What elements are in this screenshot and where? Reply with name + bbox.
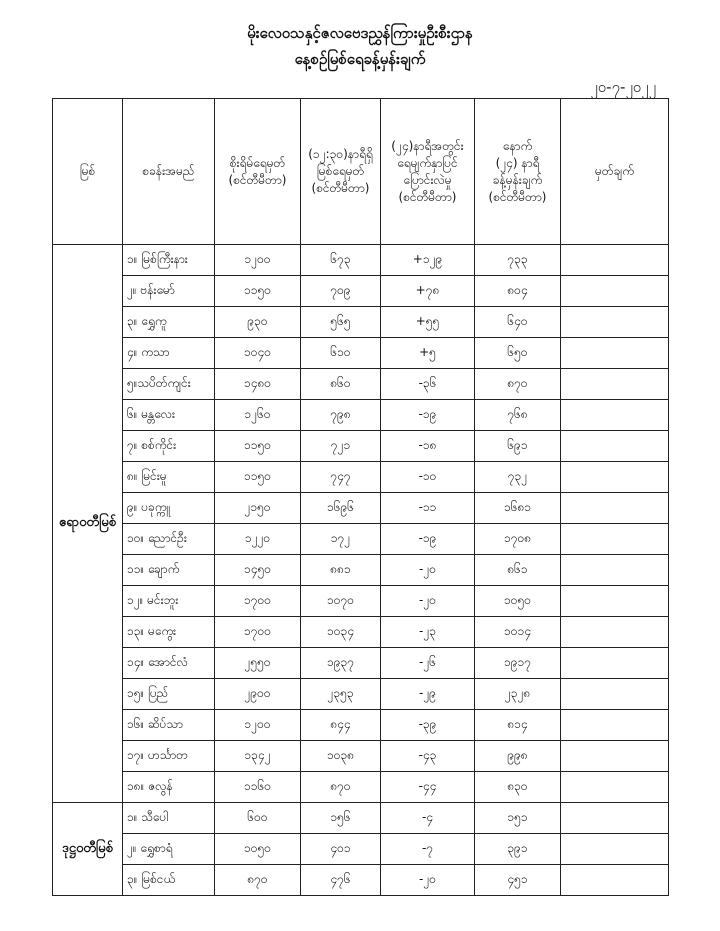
col-danger-level-header [215, 99, 301, 245]
remark-cell [561, 245, 669, 276]
table-row [53, 338, 669, 369]
station-cell: ၃။ ရွှေကူ [123, 307, 215, 338]
remark-cell [561, 493, 669, 524]
remark-cell [561, 307, 669, 338]
forecast-cell: ၁၀၁၄ [475, 617, 561, 648]
forecast-cell: ၇၆၈ [475, 400, 561, 431]
station-cell: ၁။ မြစ်ကြီးနား [123, 245, 215, 276]
forecast-cell: ၁၀၅၀ [475, 586, 561, 617]
remark-cell [561, 555, 669, 586]
header-line: ရေမျက်နှာပြင် [397, 155, 458, 170]
header-line: မြစ် [79, 164, 96, 178]
danger-level-cell: ၂၅၅၀ [215, 648, 301, 679]
danger-level-cell: ၁၁၅၀ [215, 431, 301, 462]
current-level-cell: ၆၁၀ [301, 338, 381, 369]
table-row [53, 648, 669, 679]
station-cell: ၁၇။ ဟင်္သာတ [123, 741, 215, 772]
danger-level-cell: ၁၂၆၀ [215, 400, 301, 431]
remark-cell [561, 431, 669, 462]
header-row [53, 99, 669, 245]
station-cell: ၈။ မြင်းမူ [123, 462, 215, 493]
station-cell: ၁၄။ အောင်လံ [123, 648, 215, 679]
table-row [53, 772, 669, 803]
change-cell: -၃၉ [381, 710, 475, 741]
danger-level-cell: ၁၇၀၀ [215, 586, 301, 617]
table-row [53, 369, 669, 400]
forecast-cell: ၈၁၄ [475, 710, 561, 741]
danger-level-cell: ၁၇၀၀ [215, 617, 301, 648]
table-row [53, 276, 669, 307]
forecast-cell: ၇၃၂ [475, 462, 561, 493]
table-row [53, 679, 669, 710]
table-row [53, 710, 669, 741]
current-level-cell: ၇၀၉ [301, 276, 381, 307]
current-level-cell: ၄၀၁ [301, 834, 381, 865]
remark-cell [561, 710, 669, 741]
change-cell: -၂၀ [381, 586, 475, 617]
remark-cell [561, 462, 669, 493]
current-level-cell: ၇၉၈ [301, 400, 381, 431]
danger-level-cell: ၁၁၅၀ [215, 276, 301, 307]
forecast-cell: ၈၆၁ [475, 555, 561, 586]
current-level-cell: ၈၆၀ [301, 369, 381, 400]
remark-cell [561, 803, 669, 834]
remark-cell [561, 772, 669, 803]
station-cell: ၁၂။ မင်းဘူး [123, 586, 215, 617]
danger-level-cell: ၁၄၈၀ [215, 369, 301, 400]
remark-cell [561, 586, 669, 617]
forecast-cell: ၂၃၂၈ [475, 679, 561, 710]
danger-level-cell: ၁၂၀၀ [215, 710, 301, 741]
current-level-cell: ၈၇၀ [301, 772, 381, 803]
change-cell: -၁၀ [381, 462, 475, 493]
header-line: (၁၂:၃၀)နာရီရှိ [308, 147, 373, 161]
remark-cell [561, 679, 669, 710]
table-row [53, 741, 669, 772]
forecast-cell: ၆၅၀ [475, 338, 561, 369]
station-cell: ၁။ သီပေါ [123, 803, 215, 834]
river-forecast-table [52, 98, 669, 896]
table-row [53, 803, 669, 834]
header-line: ပြောင်းလဲမှု [403, 172, 452, 187]
station-cell: ၉။ ပခုက္ကူ [123, 493, 215, 524]
col-river-header [53, 99, 123, 245]
forecast-cell: ၆၄၀ [475, 307, 561, 338]
current-level-cell: ၂၃၅၃ [301, 679, 381, 710]
station-cell: ၄။ ကသာ [123, 338, 215, 369]
table-row [53, 245, 669, 276]
table-row [53, 307, 669, 338]
table-row [53, 462, 669, 493]
forecast-cell: ၁၇၀၈ [475, 524, 561, 555]
change-cell: -၃၆ [381, 369, 475, 400]
change-cell: -၂၀ [381, 865, 475, 896]
danger-level-cell: ၁၀၅၀ [215, 834, 301, 865]
forecast-cell: ၁၅၁ [475, 803, 561, 834]
forecast-cell: ၄၅၁ [475, 865, 561, 896]
table-row [53, 524, 669, 555]
station-cell: ၁၈။ ဇလွန် [123, 772, 215, 803]
change-cell: -၂၃ [381, 617, 475, 648]
current-level-cell: ၁၉၃၇ [301, 648, 381, 679]
header-line: (စင်တီမီတာ) [311, 181, 370, 195]
danger-level-cell: ၁၃၄၂ [215, 741, 301, 772]
table-row [53, 617, 669, 648]
remark-cell [561, 648, 669, 679]
remark-cell [561, 741, 669, 772]
danger-level-cell: ၁၁၆၀ [215, 772, 301, 803]
change-cell: -၂၀ [381, 555, 475, 586]
remark-cell [561, 276, 669, 307]
table-row [53, 431, 669, 462]
table-row [53, 586, 669, 617]
change-cell: -၁၉ [381, 524, 475, 555]
header-line: မှတ်ချက် [595, 164, 634, 178]
table-row [53, 400, 669, 431]
current-level-cell: ၇၄၇ [301, 462, 381, 493]
station-cell: ၅။သပိတ်ကျင်း [123, 369, 215, 400]
station-cell: ၂။ ဗန်းမော် [123, 276, 215, 307]
station-cell: ၃။ မြစ်ငယ် [123, 865, 215, 896]
header-line: နောက် [502, 138, 533, 153]
current-level-cell: ၁၀၇၀ [301, 586, 381, 617]
remark-cell [561, 400, 669, 431]
remark-cell [561, 369, 669, 400]
danger-level-cell: ၈၇၀ [215, 865, 301, 896]
col-24h-change-header [381, 99, 475, 245]
current-level-cell: ၁၀၃၄ [301, 617, 381, 648]
current-level-cell: ၈၈၁ [301, 555, 381, 586]
change-cell: -၁၁ [381, 493, 475, 524]
header-line: (၂၄)နာရီအတွင်း [391, 138, 464, 153]
col-station-header [123, 99, 215, 245]
current-level-cell: ၄၇၆ [301, 865, 381, 896]
header-line: (၂၄) နာရီ [495, 155, 540, 170]
station-cell: ၁၁။ ချောက် [123, 555, 215, 586]
forecast-cell: ၁၆၈၁ [475, 493, 561, 524]
current-level-cell: ၁၆၉၆ [301, 493, 381, 524]
danger-level-cell: ၁၀၄၀ [215, 338, 301, 369]
header-line: ခန့်မှန်းချက် [492, 172, 543, 187]
change-cell: +၅ [381, 338, 475, 369]
change-cell: -၂၉ [381, 679, 475, 710]
change-cell: -၁၉ [381, 400, 475, 431]
header-line: မြစ်ရေမှတ် [316, 164, 365, 178]
col-remark-header [561, 99, 669, 245]
remark-cell [561, 617, 669, 648]
forecast-cell: ၆၉၁ [475, 431, 561, 462]
current-level-cell: ၁၀၃၈ [301, 741, 381, 772]
col-current-level-header [301, 99, 381, 245]
report-date: ၂၀-၇-၂၀၂၂ [590, 78, 656, 96]
danger-level-cell: ၁၂၂၀ [215, 524, 301, 555]
current-level-cell: ၆၇၃ [301, 245, 381, 276]
station-cell: ၇။ စစ်ကိုင်း [123, 431, 215, 462]
document-title: မိုးလေဝသနှင့်ဇလဗေဒညွှန်ကြားမှုဦးစီးဌာန [247, 24, 473, 42]
header-line: (စင်တီမီတာ) [398, 189, 457, 204]
danger-level-cell: ၁၄၅၀ [215, 555, 301, 586]
danger-level-cell: ၂၉၀၀ [215, 679, 301, 710]
current-level-cell: ၈၄၄ [301, 710, 381, 741]
forecast-cell: ၁၉၁၇ [475, 648, 561, 679]
danger-level-cell: ၁၂၀၀ [215, 245, 301, 276]
remark-cell [561, 524, 669, 555]
change-cell: -၄ [381, 803, 475, 834]
danger-level-cell: ၉၃၀ [215, 307, 301, 338]
station-cell: ၁၅။ ပြည် [123, 679, 215, 710]
remark-cell [561, 338, 669, 369]
header-line: စခန်းအမည် [142, 164, 195, 178]
change-cell: -၇ [381, 834, 475, 865]
change-cell: -၄၃ [381, 741, 475, 772]
river-name-cell: ဒုဋ္ဌဝတီမြစ် [53, 803, 123, 896]
change-cell: +၅၅ [381, 307, 475, 338]
station-cell: ၁၆။ ဆိပ်သာ [123, 710, 215, 741]
change-cell: +၇၈ [381, 276, 475, 307]
table-row [53, 555, 669, 586]
change-cell: +၁၂၉ [381, 245, 475, 276]
current-level-cell: ၇၂၁ [301, 431, 381, 462]
col-24h-forecast-header [475, 99, 561, 245]
document-subtitle: နေ့စဉ်မြစ်ရေခန့်မှန်းချက် [294, 50, 426, 68]
forecast-cell: ၉၉၈ [475, 741, 561, 772]
change-cell: -၂၆ [381, 648, 475, 679]
forecast-cell: ၈၃၀ [475, 772, 561, 803]
header-line: (စင်တီမီတာ) [228, 172, 287, 187]
river-name-cell: ဧရာဝတီမြစ် [53, 245, 123, 803]
table-row [53, 834, 669, 865]
forecast-cell: ၈၀၄ [475, 276, 561, 307]
forecast-cell: ၈၇၀ [475, 369, 561, 400]
table-row [53, 493, 669, 524]
current-level-cell: ၁၅၆ [301, 803, 381, 834]
station-cell: ၁၃။ မကွေး [123, 617, 215, 648]
header-line: (စင်တီမီတာ) [488, 189, 547, 204]
station-cell: ၁၀။ ညောင်ဦး [123, 524, 215, 555]
station-cell: ၆။ မန္တလေး [123, 400, 215, 431]
station-cell: ၂။ ရွှေစာရံ [123, 834, 215, 865]
forecast-cell: ၇၃၃ [475, 245, 561, 276]
remark-cell [561, 865, 669, 896]
change-cell: -၁၈ [381, 431, 475, 462]
change-cell: -၄၄ [381, 772, 475, 803]
danger-level-cell: ၆၀၀ [215, 803, 301, 834]
header-line: စိုးရိမ်ရေမှတ် [229, 155, 286, 170]
current-level-cell: ၅၆၅ [301, 307, 381, 338]
danger-level-cell: ၁၁၅၀ [215, 462, 301, 493]
remark-cell [561, 834, 669, 865]
danger-level-cell: ၂၁၅၀ [215, 493, 301, 524]
forecast-cell: ၃၉၁ [475, 834, 561, 865]
table-row [53, 865, 669, 896]
current-level-cell: ၁၇၂ [301, 524, 381, 555]
